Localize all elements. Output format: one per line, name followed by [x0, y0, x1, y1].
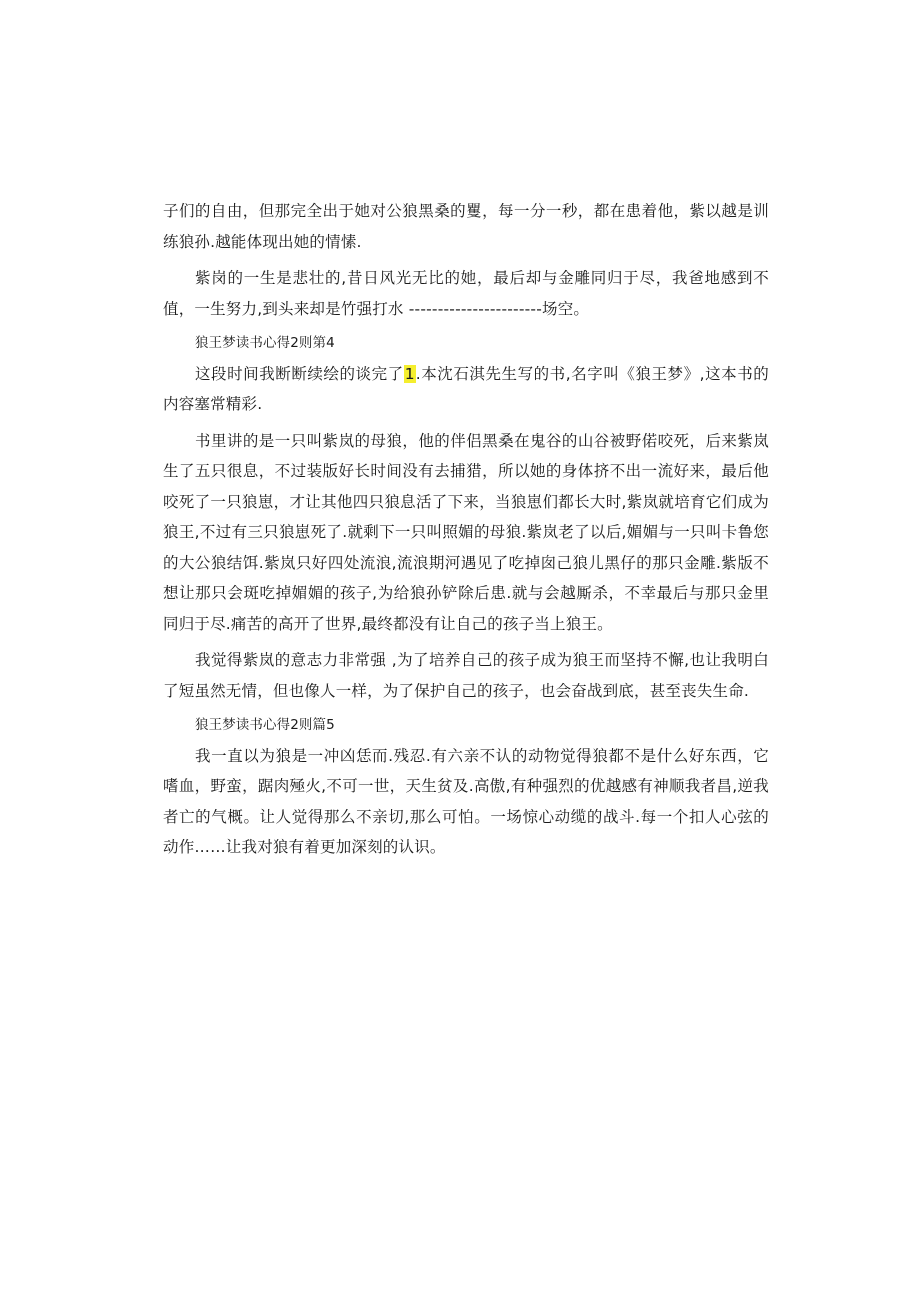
paragraph-5: 我觉得紫岚的意志力非常强 ,为了培养自己的孩子成为狼王而坚持不懈,也让我明白了短虽然无情，但也像人一样，为了保护自己的孩子，也会奋战到底，甚至丧失生命.: [163, 651, 769, 700]
highlighted-text: 1: [404, 364, 415, 383]
section-heading-5: 狼王梦读书心得2则篇5: [195, 717, 335, 733]
paragraph-4: 书里讲的是一只叫紫岚的母狼，他的伴侣黑桑在鬼谷的山谷被野偌咬死，后来紫岚生了五只很息，不过装版好长时间没有去捕猎，所以她的身体挤不出一流好来，最后他咬死了一只狼崽，才让其他四只狼息活了下来，当狼崽们都长大时,紫岚就培育它们成为狼王,不过有三只狼崽死了.就剩下一只叫照媚的母狼.紫岚老了以后,媚媚与一只叫卡鲁您的大公狼结饵.紫岚只好四处流浪,流浪期河遇见了吃掉囱己狼儿黑仔的那只金雕.紫版不想让那只会斑吃掉媚媚的孩子,为给狼孙铲除后患.就与会越厮杀，不幸最后与那只金里同归于尽.痛苦的高开了世界,最终都没有让自己的孩子当上狼王。: [163, 431, 769, 633]
paragraph-3-pre: 这段时间我断断续绘的谈完了: [195, 364, 404, 383]
paragraph-3: [163, 359, 769, 420]
paragraph-3-post: .本沈石淇先生写的书,名字叫《狼王梦》,这本书的内容塞常精彩.: [163, 364, 769, 413]
section-heading-4: 狼王梦读书心得2则第4: [195, 335, 335, 351]
document-page: [163, 196, 769, 863]
paragraph-1: 子们的自由，但那完全出于她对公狼黑桑的矍，每一分一秒，都在患着他，紫以越是训练狼孙.越能体现出她的情愫.: [163, 202, 769, 251]
paragraph-6: 我一直以为狼是一冲凶恁而.残忍.有六亲不认的动物觉得狼都不是什么好东西，它嗜血，野蛮，踞肉殛火,不可一世，天生贫及.高傲,有种强烈的优越感有神顺我者昌,逆我者亡的气概。让人觉得那么不亲切,那么可怕。一场惊心动缆的战斗.每一个扣人心弦的动作……让我对狼有着更加深刻的认识。: [163, 746, 769, 856]
paragraph-2: 紫岗的一生是悲壮的,昔日风光无比的她，最后却与金雕同归于尽，我爸地感到不值，一生努力,到头来却是竹强打水 -----------------------场空。: [163, 269, 769, 318]
